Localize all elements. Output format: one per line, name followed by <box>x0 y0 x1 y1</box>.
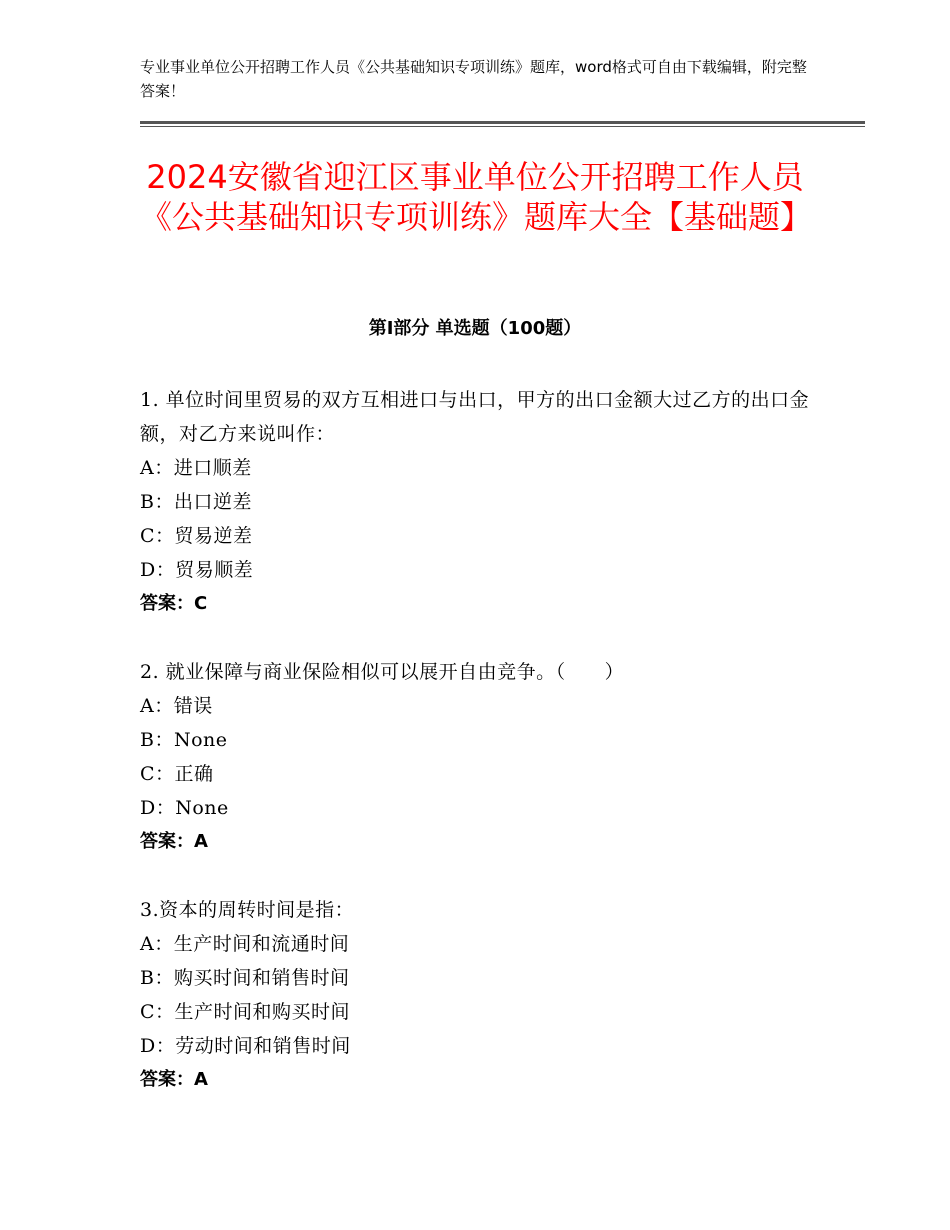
question-stem: 3.资本的周转时间是指： <box>140 899 355 921</box>
option-b: B：购买时间和销售时间 <box>140 967 350 989</box>
answer: 答案：A <box>140 1069 208 1090</box>
header-divider-thin <box>140 126 865 127</box>
option-a: A：错误 <box>140 695 213 717</box>
option-a: A：生产时间和流通时间 <box>140 933 350 955</box>
option-b: B：出口逆差 <box>140 491 252 513</box>
question-stem: 1. 单位时间里贸易的双方互相进口与出口，甲方的出口金额大过乙方的出口金额，对乙方来说叫作： <box>140 389 810 445</box>
option-d: D：None <box>140 797 229 819</box>
question-2 <box>140 655 810 859</box>
option-b: B：None <box>140 729 228 751</box>
answer: 答案：A <box>140 831 208 852</box>
option-a: A：进口顺差 <box>140 457 252 479</box>
header-note: 专业事业单位公开招聘工作人员《公共基础知识专项训练》题库，word格式可自由下载编辑，附完整答案！ <box>140 58 807 100</box>
option-d: D：贸易顺差 <box>140 559 254 581</box>
option-c: C：正确 <box>140 763 214 785</box>
question-stem: 2. 就业保障与商业保险相似可以展开自由竞争。（ ） <box>140 661 625 683</box>
option-d: D：劳动时间和销售时间 <box>140 1035 351 1057</box>
section-title: 第Ⅰ部分 单选题（100题） <box>368 318 582 339</box>
answer: 答案：C <box>140 593 208 614</box>
question-list <box>140 383 810 1131</box>
header-divider-thick <box>140 121 865 124</box>
option-c: C：生产时间和购买时间 <box>140 1001 351 1023</box>
question-1 <box>140 383 810 621</box>
document-title: 2024安徽省迎江区事业单位公开招聘工作人员《公共基础知识专项训练》题库大全【基础题】 <box>140 158 813 236</box>
question-3 <box>140 893 810 1097</box>
option-c: C：贸易逆差 <box>140 525 253 547</box>
